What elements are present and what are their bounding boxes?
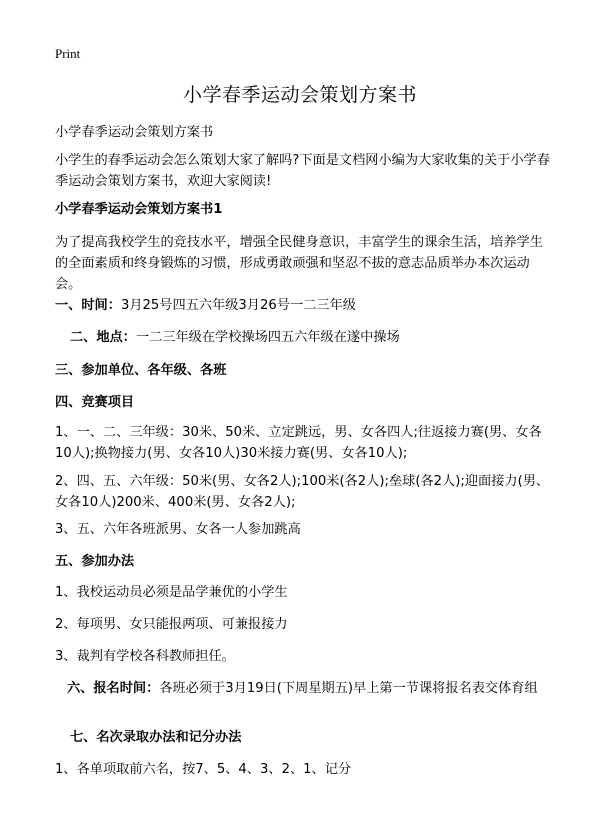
method-item-3: 3、裁判有学校各科教师担任。 (55, 649, 235, 664)
time-value: 3月25号四五六年级3月26号一二三年级 (120, 298, 356, 313)
purpose-paragraph: 为了提高我校学生的竞技水平，增强全民健身意识，丰富学生的课余生活，培养学生的全面素质和终身锻炼的习惯，形成勇敢顽强和坚忍不拔的意志品质举办本次运动会。 (55, 235, 543, 292)
events-item-2: 2、四、五、六年级：50米(男、女各2人);100米(各2人);垒球(各2人);迎面接力(男、女各10人)200米、400米(男、女各2人); (55, 474, 550, 510)
method-heading: 五、参加办法 (55, 554, 135, 569)
document-title: 小学春季运动会策划方案书 (182, 84, 417, 106)
signup-line (55, 678, 555, 699)
signup-label: 六、报名时间： (67, 681, 160, 696)
method-item-1: 1、我校运动员必须是品学兼优的小学生 (55, 585, 288, 600)
ranking-heading: 七、名次录取办法和记分办法 (70, 730, 242, 745)
place-label: 二、地点： (70, 330, 136, 345)
section-heading: 小学春季运动会策划方案书1 (55, 202, 223, 217)
method-item-2: 2、每项男、女只能报两项、可兼报接力 (55, 617, 288, 632)
print-link[interactable]: Print (55, 46, 81, 61)
signup-value: 各班必须于3月19日(下周星期五)早上第一节课将报名表交体育组 (159, 681, 538, 696)
place-value: 一二三年级在学校操场四五六年级在遂中操场 (135, 330, 400, 345)
time-label: 一、时间： (55, 298, 121, 313)
time-line (55, 296, 555, 316)
events-heading: 四、竞赛项目 (55, 395, 135, 410)
intro-paragraph: 小学生的春季运动会怎么策划大家了解吗?下面是文档网小编为大家收集的关于小学春季运动会策划方案书，欢迎大家阅读! (55, 153, 550, 189)
events-item-1: 1、一、二、三年级：30米、50米、立定跳远，男、女各四人;往返接力赛(男、女各10人);换物接力(男、女各10人)30米接力赛(男、女各10人); (55, 425, 542, 461)
units-heading: 三、参加单位、各年级、各班 (55, 363, 227, 378)
place-line (70, 328, 555, 348)
document-subtitle: 小学春季运动会策划方案书 (55, 125, 214, 140)
ranking-item-1: 1、各单项取前六名，按7、5、4、3、2、1、记分 (55, 762, 352, 777)
events-item-3: 3、五、六年各班派男、女各一人参加跳高 (55, 522, 301, 537)
